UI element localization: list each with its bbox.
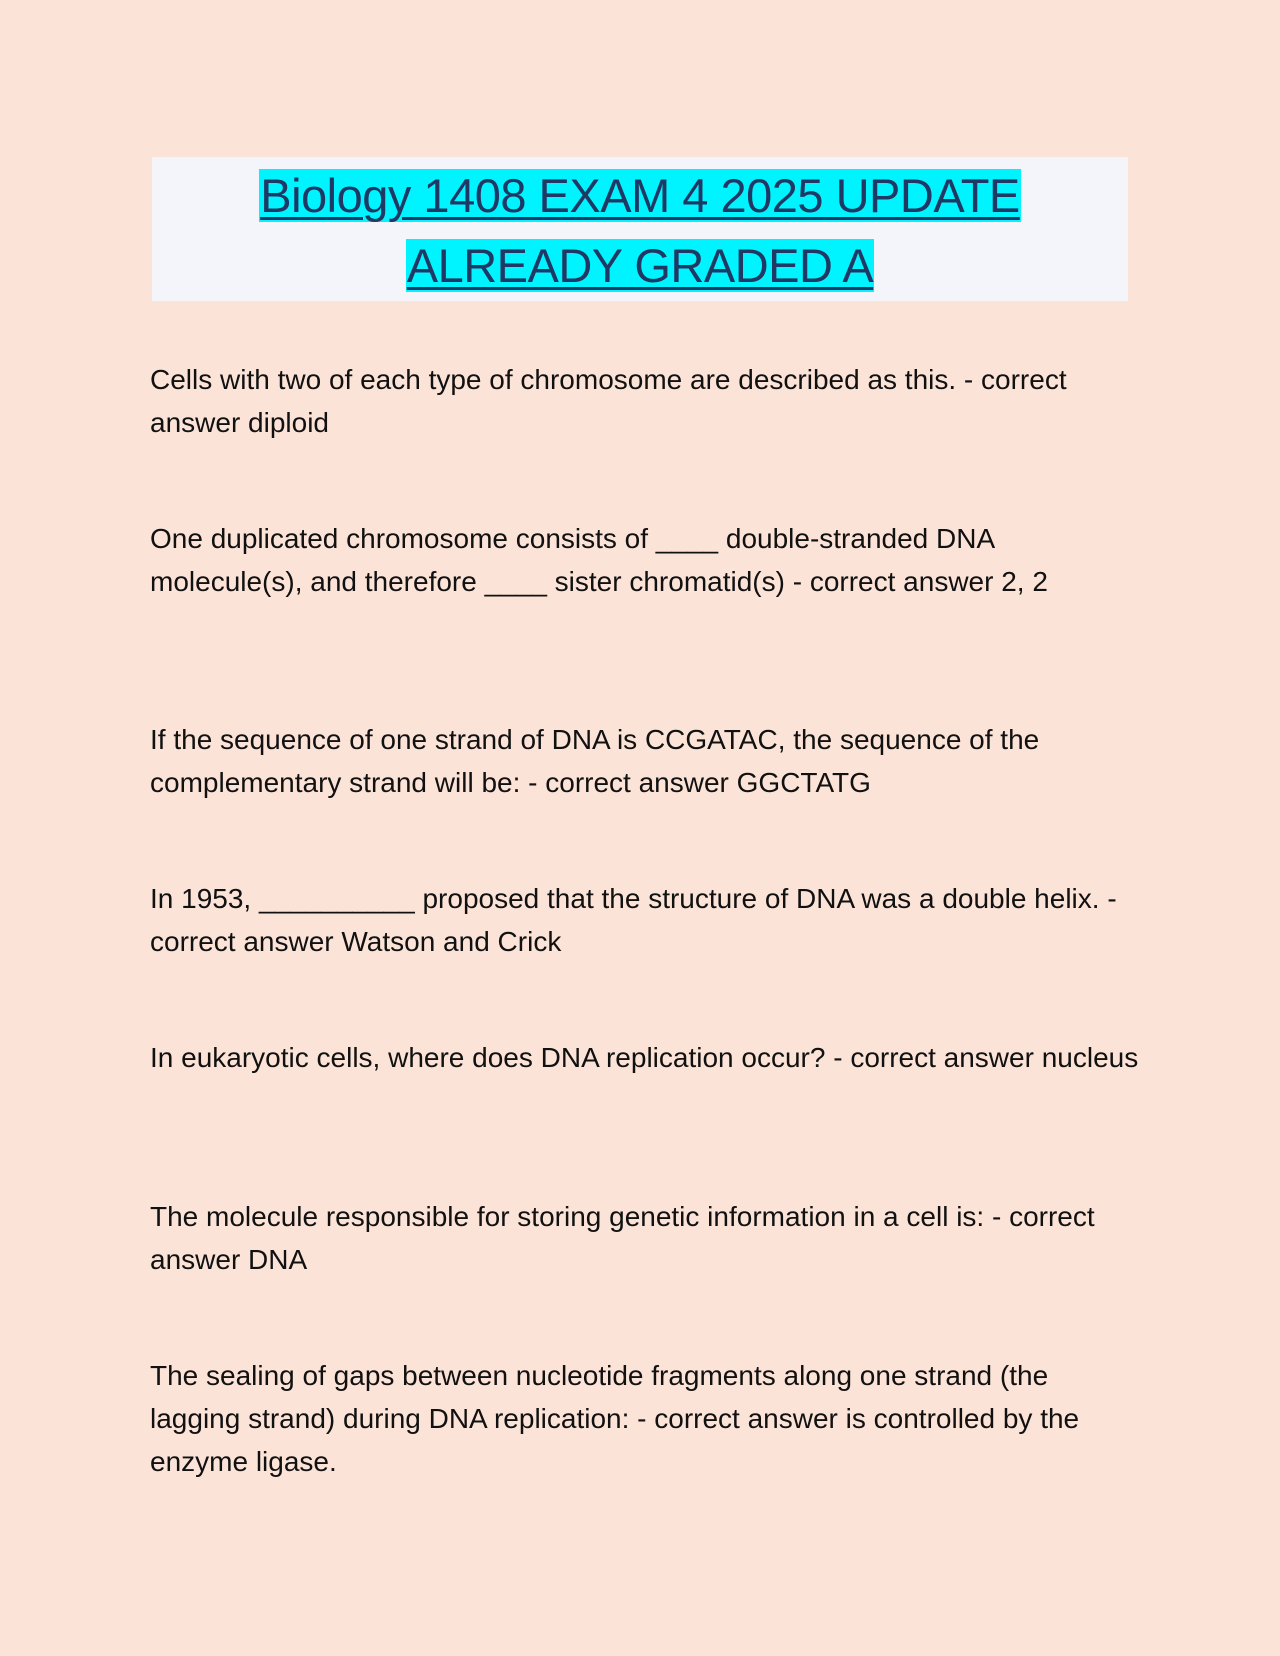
qa-item-1: Cells with two of each type of chromosome are described as this. - correct answer diploid — [150, 364, 1067, 438]
qa-item-7: The sealing of gaps between nucleotide fragments along one strand (the lagging strand) during DNA replication: - correct answer is controlled by the enzyme ligase. — [150, 1360, 1080, 1477]
title-line-2 — [152, 231, 1128, 301]
qa-item-5: In eukaryotic cells, where does DNA replication occur? - correct answer nucleus — [150, 1042, 1139, 1073]
qa-item-3: If the sequence of one strand of DNA is CCGATAC, the sequence of the complementary strand will be: - correct answer GGCTATG — [150, 724, 1040, 798]
qa-item-6: The molecule responsible for storing genetic information in a cell is: - correct answer DNA — [150, 1201, 1095, 1275]
qa-item-2: One duplicated chromosome consists of ____ double-stranded DNA molecule(s), and therefore ____ sister chromatid(s) - correct answer 2, 2 — [150, 523, 1048, 597]
title-line-1 — [152, 161, 1128, 231]
qa-item-4: In 1953, __________ proposed that the structure of DNA was a double helix. - correct answer Watson and Crick — [150, 883, 1117, 957]
document-title — [152, 157, 1128, 301]
title-line-1-text: Biology 1408 EXAM 4 2025 UPDATE — [260, 169, 1020, 222]
title-line-2-text: ALREADY GRADED A — [406, 239, 874, 292]
